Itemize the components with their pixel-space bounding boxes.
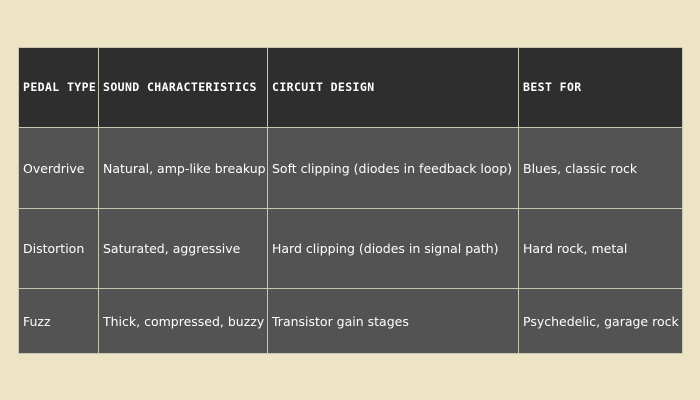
table-row <box>19 128 683 209</box>
cell-best-for: Blues, classic rock <box>519 128 683 209</box>
header-sound-characteristics: SOUND CHARACTERISTICS <box>99 48 268 128</box>
table-row <box>19 289 683 354</box>
cell-circuit-design: Transistor gain stages <box>268 289 519 354</box>
cell-circuit-design: Hard clipping (diodes in signal path) <box>268 209 519 289</box>
table-header-row <box>19 48 683 128</box>
pedal-comparison-table <box>18 47 683 354</box>
header-circuit-design: CIRCUIT DESIGN <box>268 48 519 128</box>
cell-pedal-type: Overdrive <box>19 128 99 209</box>
header-pedal-type: PEDAL TYPE <box>19 48 99 128</box>
cell-sound-characteristics: Natural, amp-like breakup <box>99 128 268 209</box>
cell-pedal-type: Fuzz <box>19 289 99 354</box>
header-best-for: BEST FOR <box>519 48 683 128</box>
cell-sound-characteristics: Saturated, aggressive <box>99 209 268 289</box>
comparison-table-container <box>18 47 682 353</box>
cell-pedal-type: Distortion <box>19 209 99 289</box>
cell-best-for: Psychedelic, garage rock <box>519 289 683 354</box>
cell-sound-characteristics: Thick, compressed, buzzy <box>99 289 268 354</box>
table-row <box>19 209 683 289</box>
cell-circuit-design: Soft clipping (diodes in feedback loop) <box>268 128 519 209</box>
cell-best-for: Hard rock, metal <box>519 209 683 289</box>
